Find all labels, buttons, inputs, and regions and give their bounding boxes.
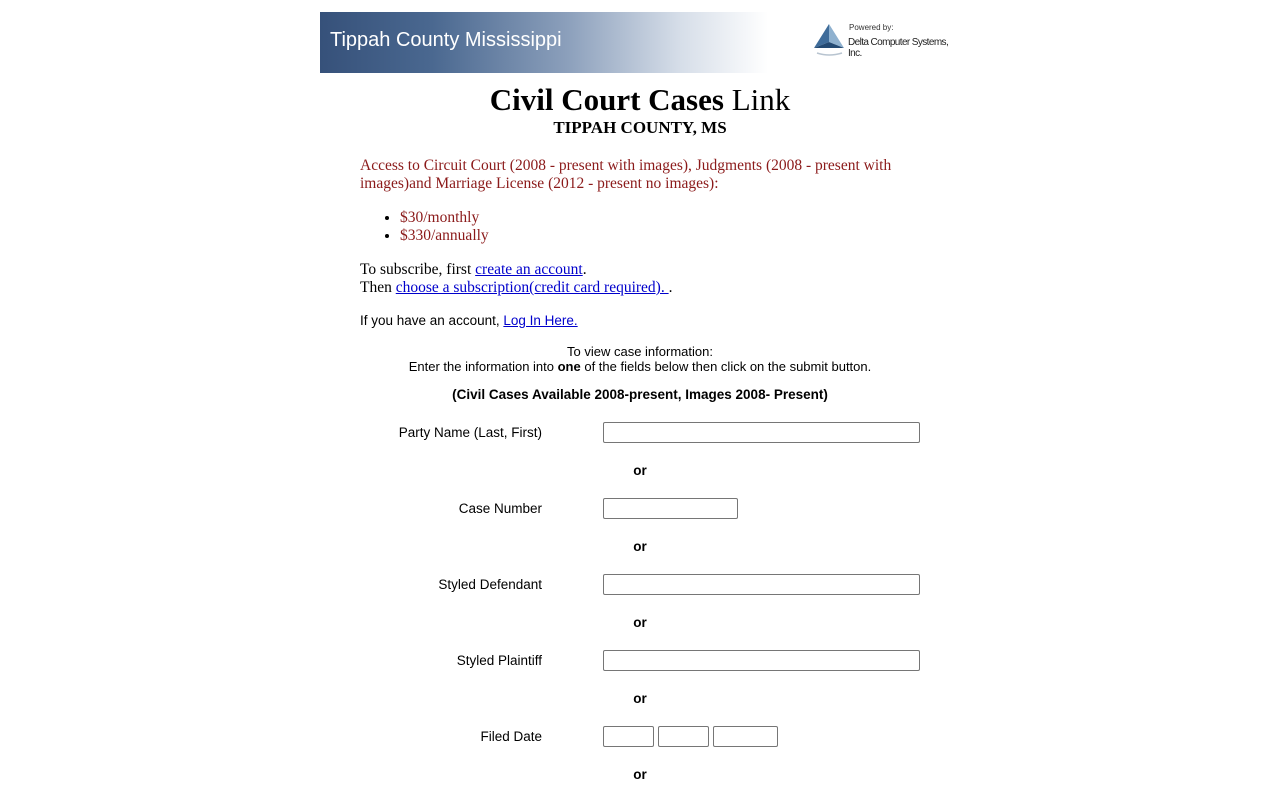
login-prompt bbox=[360, 313, 578, 328]
case-number-label: Case Number bbox=[458, 501, 542, 516]
page-title bbox=[0, 82, 1280, 118]
instructions-prefix: Enter the information into bbox=[408, 359, 558, 374]
styled-defendant-input[interactable] bbox=[603, 574, 920, 595]
or-separator: or bbox=[633, 691, 647, 706]
availability-note: (Civil Cases Available 2008-present, Images 2008- Present) bbox=[452, 387, 828, 402]
price-annually: • $330/annually bbox=[400, 227, 489, 245]
instructions-suffix: of the fields below then click on the submit button. bbox=[580, 359, 872, 374]
case-number-input[interactable] bbox=[603, 498, 738, 519]
then-suffix: . bbox=[668, 279, 673, 296]
delta-triangle-icon bbox=[812, 22, 846, 58]
create-account-link[interactable]: create an account bbox=[475, 261, 583, 278]
login-link[interactable]: Log In Here. bbox=[503, 313, 578, 328]
subscribe-prefix: To subscribe, first bbox=[360, 261, 476, 278]
or-separator: or bbox=[633, 539, 647, 554]
choose-subscription-link[interactable]: choose a subscription(credit card required). bbox=[395, 279, 669, 296]
styled-plaintiff-input[interactable] bbox=[603, 650, 920, 671]
filed-date-year-input[interactable] bbox=[713, 726, 778, 747]
instructions-bold: one bbox=[557, 359, 581, 374]
search-instructions bbox=[0, 344, 1280, 374]
styled-plaintiff-label: Styled Plaintiff bbox=[456, 653, 542, 668]
or-separator: or bbox=[633, 767, 647, 782]
party-name-label: Party Name (Last, First) bbox=[398, 425, 542, 440]
filed-date-day-input[interactable] bbox=[658, 726, 709, 747]
instructions-line1: To view case information: bbox=[567, 344, 713, 359]
subscribe-suffix: . bbox=[582, 261, 587, 278]
access-description: Access to Circuit Court (2008 - present with images), Judgments (2008 - present with images)and Marriage License (2012 - present no images): bbox=[360, 157, 892, 192]
or-separator: or bbox=[633, 615, 647, 630]
filed-date-month-input[interactable] bbox=[603, 726, 654, 747]
subscribe-instructions bbox=[360, 261, 672, 297]
price-monthly: • $30/monthly bbox=[400, 209, 489, 227]
logo-powered-by: Powered by: bbox=[849, 23, 894, 32]
logo-company-name: Delta Computer Systems, Inc. bbox=[848, 37, 949, 59]
county-banner bbox=[320, 12, 768, 73]
banner-title: Tippah County Mississippi bbox=[330, 29, 562, 51]
page-title-plain: Link bbox=[723, 82, 791, 117]
page-title-bold: Civil Court Cases bbox=[489, 82, 724, 117]
login-prefix: If you have an account, bbox=[360, 313, 504, 328]
filed-date-label: Filed Date bbox=[480, 729, 542, 744]
delta-logo bbox=[812, 20, 952, 60]
styled-defendant-label: Styled Defendant bbox=[438, 577, 542, 592]
or-separator: or bbox=[633, 463, 647, 478]
then-prefix: Then bbox=[360, 279, 396, 296]
page-subtitle: TIPPAH COUNTY, MS bbox=[553, 118, 727, 137]
party-name-input[interactable] bbox=[603, 422, 920, 443]
price-list bbox=[360, 209, 489, 245]
